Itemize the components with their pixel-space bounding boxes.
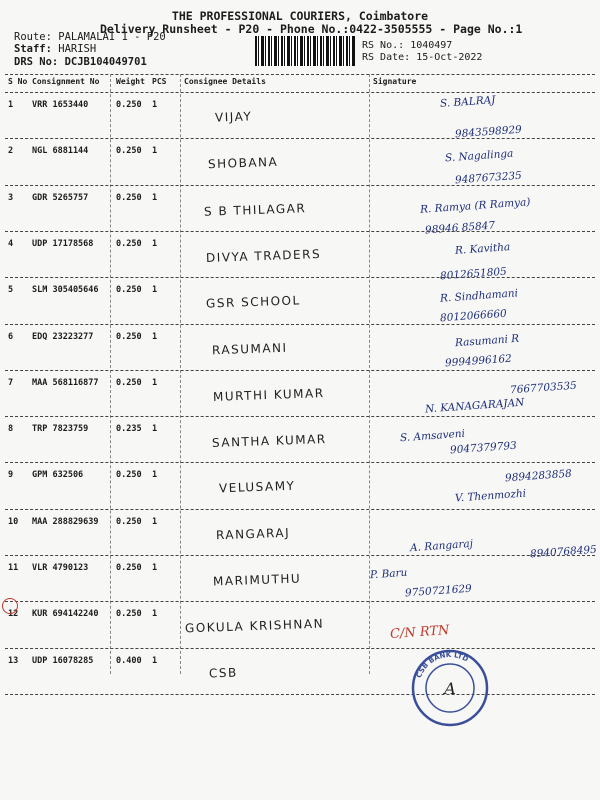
- row-12-circle-mark: [2, 598, 18, 614]
- cell-sno: 12: [8, 609, 19, 620]
- cell-weight: 0.250: [116, 563, 142, 573]
- signature-name: R. Sindhamani: [439, 287, 519, 305]
- runsheet-subtitle: Delivery Runsheet - P20 - Phone No.:0422-3505555 - Page No.:1: [100, 22, 523, 36]
- cell-weight: 0.250: [116, 377, 142, 388]
- cell-weight: 0.250: [116, 331, 142, 342]
- cell-pcs: 1: [152, 100, 158, 110]
- cell-weight: 0.400: [116, 655, 142, 666]
- cell-consignment: VRR 1653440: [32, 100, 89, 110]
- cell-pcs: 1: [152, 146, 158, 157]
- cell-weight: 0.250: [116, 100, 142, 110]
- cell-sno: 13: [8, 655, 19, 666]
- cell-weight: 0.250: [116, 516, 142, 527]
- cell-pcs: 1: [152, 192, 158, 203]
- route-line: Route: PALAMALAI 1 - P20: [14, 31, 166, 43]
- cell-consignment: GPM 632506: [32, 470, 84, 481]
- consignee-name: S B THILAGAR: [203, 200, 307, 219]
- signature-name: N. KANAGARAJAN: [424, 396, 525, 416]
- cell-consignment: EDQ 23223277: [32, 331, 94, 342]
- cell-weight: 0.250: [116, 609, 142, 620]
- signature-phone: 8940768495: [529, 543, 598, 561]
- cell-sno: 3: [8, 192, 14, 203]
- signature-phone: 98946 85847: [424, 219, 496, 237]
- cell-sno: 2: [8, 146, 14, 157]
- drs-value: DCJB104049701: [64, 56, 147, 68]
- signature-name: C/N RTN: [389, 622, 450, 643]
- col-pcs: PCS: [152, 77, 167, 86]
- cell-sno: 8: [8, 424, 14, 435]
- rs-info: RS No.: 1040497 RS Date: 15-Oct-2022: [362, 40, 483, 63]
- svg-text:A: A: [444, 679, 456, 698]
- cell-pcs: 1: [152, 377, 158, 388]
- signature-name: S. BALRAJ: [439, 94, 496, 110]
- signature-phone: 8012651805: [439, 265, 508, 283]
- cell-consignment: SLM 305405646: [32, 285, 99, 296]
- row-divider: [5, 694, 595, 695]
- cell-weight: 0.250: [116, 238, 142, 249]
- col-consignee: Consignee Details: [184, 77, 266, 86]
- cell-weight: 0.250: [116, 192, 142, 203]
- cell-pcs: 1: [152, 609, 158, 620]
- cell-pcs: 1: [152, 563, 158, 573]
- consignee-name: CSB: [208, 665, 238, 681]
- col-weight: Weight: [116, 77, 145, 86]
- cell-pcs: 1: [152, 331, 158, 342]
- consignee-name: SANTHA KUMAR: [211, 432, 327, 451]
- consignee-name: RANGARAJ: [215, 525, 291, 542]
- cell-weight: 0.250: [116, 146, 142, 157]
- cell-pcs: 1: [152, 655, 158, 666]
- consignee-name: GOKULA KRISHNAN: [184, 616, 325, 636]
- rs-no: 1040497: [410, 40, 453, 51]
- cell-sno: 5: [8, 285, 14, 296]
- cell-pcs: 1: [152, 424, 158, 435]
- signature-name: S. Nagalinga: [444, 147, 514, 165]
- signature-name: R. Ramya (R Ramya): [419, 196, 531, 216]
- route-value: PALAMALAI 1 - P20: [58, 31, 166, 43]
- cell-sno: 1: [8, 100, 14, 110]
- cell-consignment: NGL 6881144: [32, 146, 89, 157]
- bank-stamp: [410, 648, 490, 728]
- table-header: [0, 72, 600, 92]
- consignee-name: SHOBANA: [207, 155, 279, 172]
- table-row: [0, 509, 600, 555]
- signature-name: R. Kavitha: [454, 241, 511, 257]
- cell-sno: 7: [8, 377, 14, 388]
- cell-weight: 0.250: [116, 285, 142, 296]
- cell-consignment: MAA 288829639: [32, 516, 99, 527]
- staff-line: Staff: HARISH: [14, 43, 97, 55]
- stamp-text: CSB BANK LTD: [414, 650, 470, 680]
- cell-sno: 10: [8, 516, 19, 527]
- table-row: [0, 462, 600, 508]
- staff-value: HARISH: [58, 43, 97, 55]
- cell-consignment: UDP 17178568: [32, 238, 94, 249]
- signature-phone: 9487673235: [454, 169, 523, 187]
- cell-sno: 9: [8, 470, 14, 481]
- barcode: [255, 36, 355, 66]
- consignee-name: MURTHI KUMAR: [212, 385, 325, 404]
- cell-consignment: KUR 694142240: [32, 609, 99, 620]
- cell-consignment: GDR 5265757: [32, 192, 89, 203]
- runsheet-header: [0, 0, 600, 72]
- signature-phone: 7667703535: [509, 379, 578, 397]
- col-signature: Signature: [373, 77, 417, 86]
- table-row: [0, 648, 600, 694]
- company-name: THE PROFESSIONAL COURIERS, Coimbatore: [171, 9, 429, 23]
- consignee-name: MARIMUTHU: [212, 571, 302, 589]
- cell-sno: 6: [8, 331, 14, 342]
- consignee-name: GSR SCHOOL: [205, 293, 301, 311]
- drs-line: DRS No: DCJB104049701: [14, 56, 147, 68]
- cell-pcs: 1: [152, 238, 158, 249]
- cell-consignment: VLR 4790123: [32, 563, 89, 573]
- cell-weight: 0.250: [116, 470, 142, 481]
- col-sno: S No: [8, 77, 28, 86]
- cell-sno: 4: [8, 238, 14, 249]
- consignee-name: DIVYA TRADERS: [205, 246, 322, 265]
- cell-consignment: MAA 568116877: [32, 377, 99, 388]
- cell-pcs: 1: [152, 470, 158, 481]
- col-consignment: Consignment No: [32, 77, 100, 86]
- rs-date: 15-Oct-2022: [416, 52, 483, 63]
- signature-name: P. Baru: [369, 566, 408, 582]
- cell-pcs: 1: [152, 285, 158, 296]
- cell-pcs: 1: [152, 516, 158, 527]
- signature-name: A. Rangaraj: [409, 537, 474, 555]
- signature-name: Rasumani R: [454, 332, 520, 350]
- signature-phone: 9750721629: [404, 582, 473, 600]
- cell-weight: 0.235: [116, 424, 142, 435]
- signature-phone: 9843598929: [454, 123, 523, 141]
- consignee-name: RASUMANI: [211, 340, 288, 357]
- signature-phone: 9047379793: [449, 439, 518, 457]
- signature-name: 9894283858: [504, 467, 573, 485]
- signature-phone: 8012066660: [439, 307, 508, 325]
- consignee-name: VELUSAMY: [218, 479, 296, 496]
- cell-consignment: TRP 7823759: [32, 424, 89, 435]
- consignee-name: VIJAY: [214, 109, 253, 125]
- signature-name: S. Amsaveni: [399, 427, 466, 445]
- cell-consignment: UDP 16078285: [32, 655, 94, 666]
- signature-phone: 9994996162: [444, 352, 513, 370]
- signature-phone: V. Thenmozhi: [454, 487, 527, 505]
- cell-sno: 11: [8, 563, 19, 573]
